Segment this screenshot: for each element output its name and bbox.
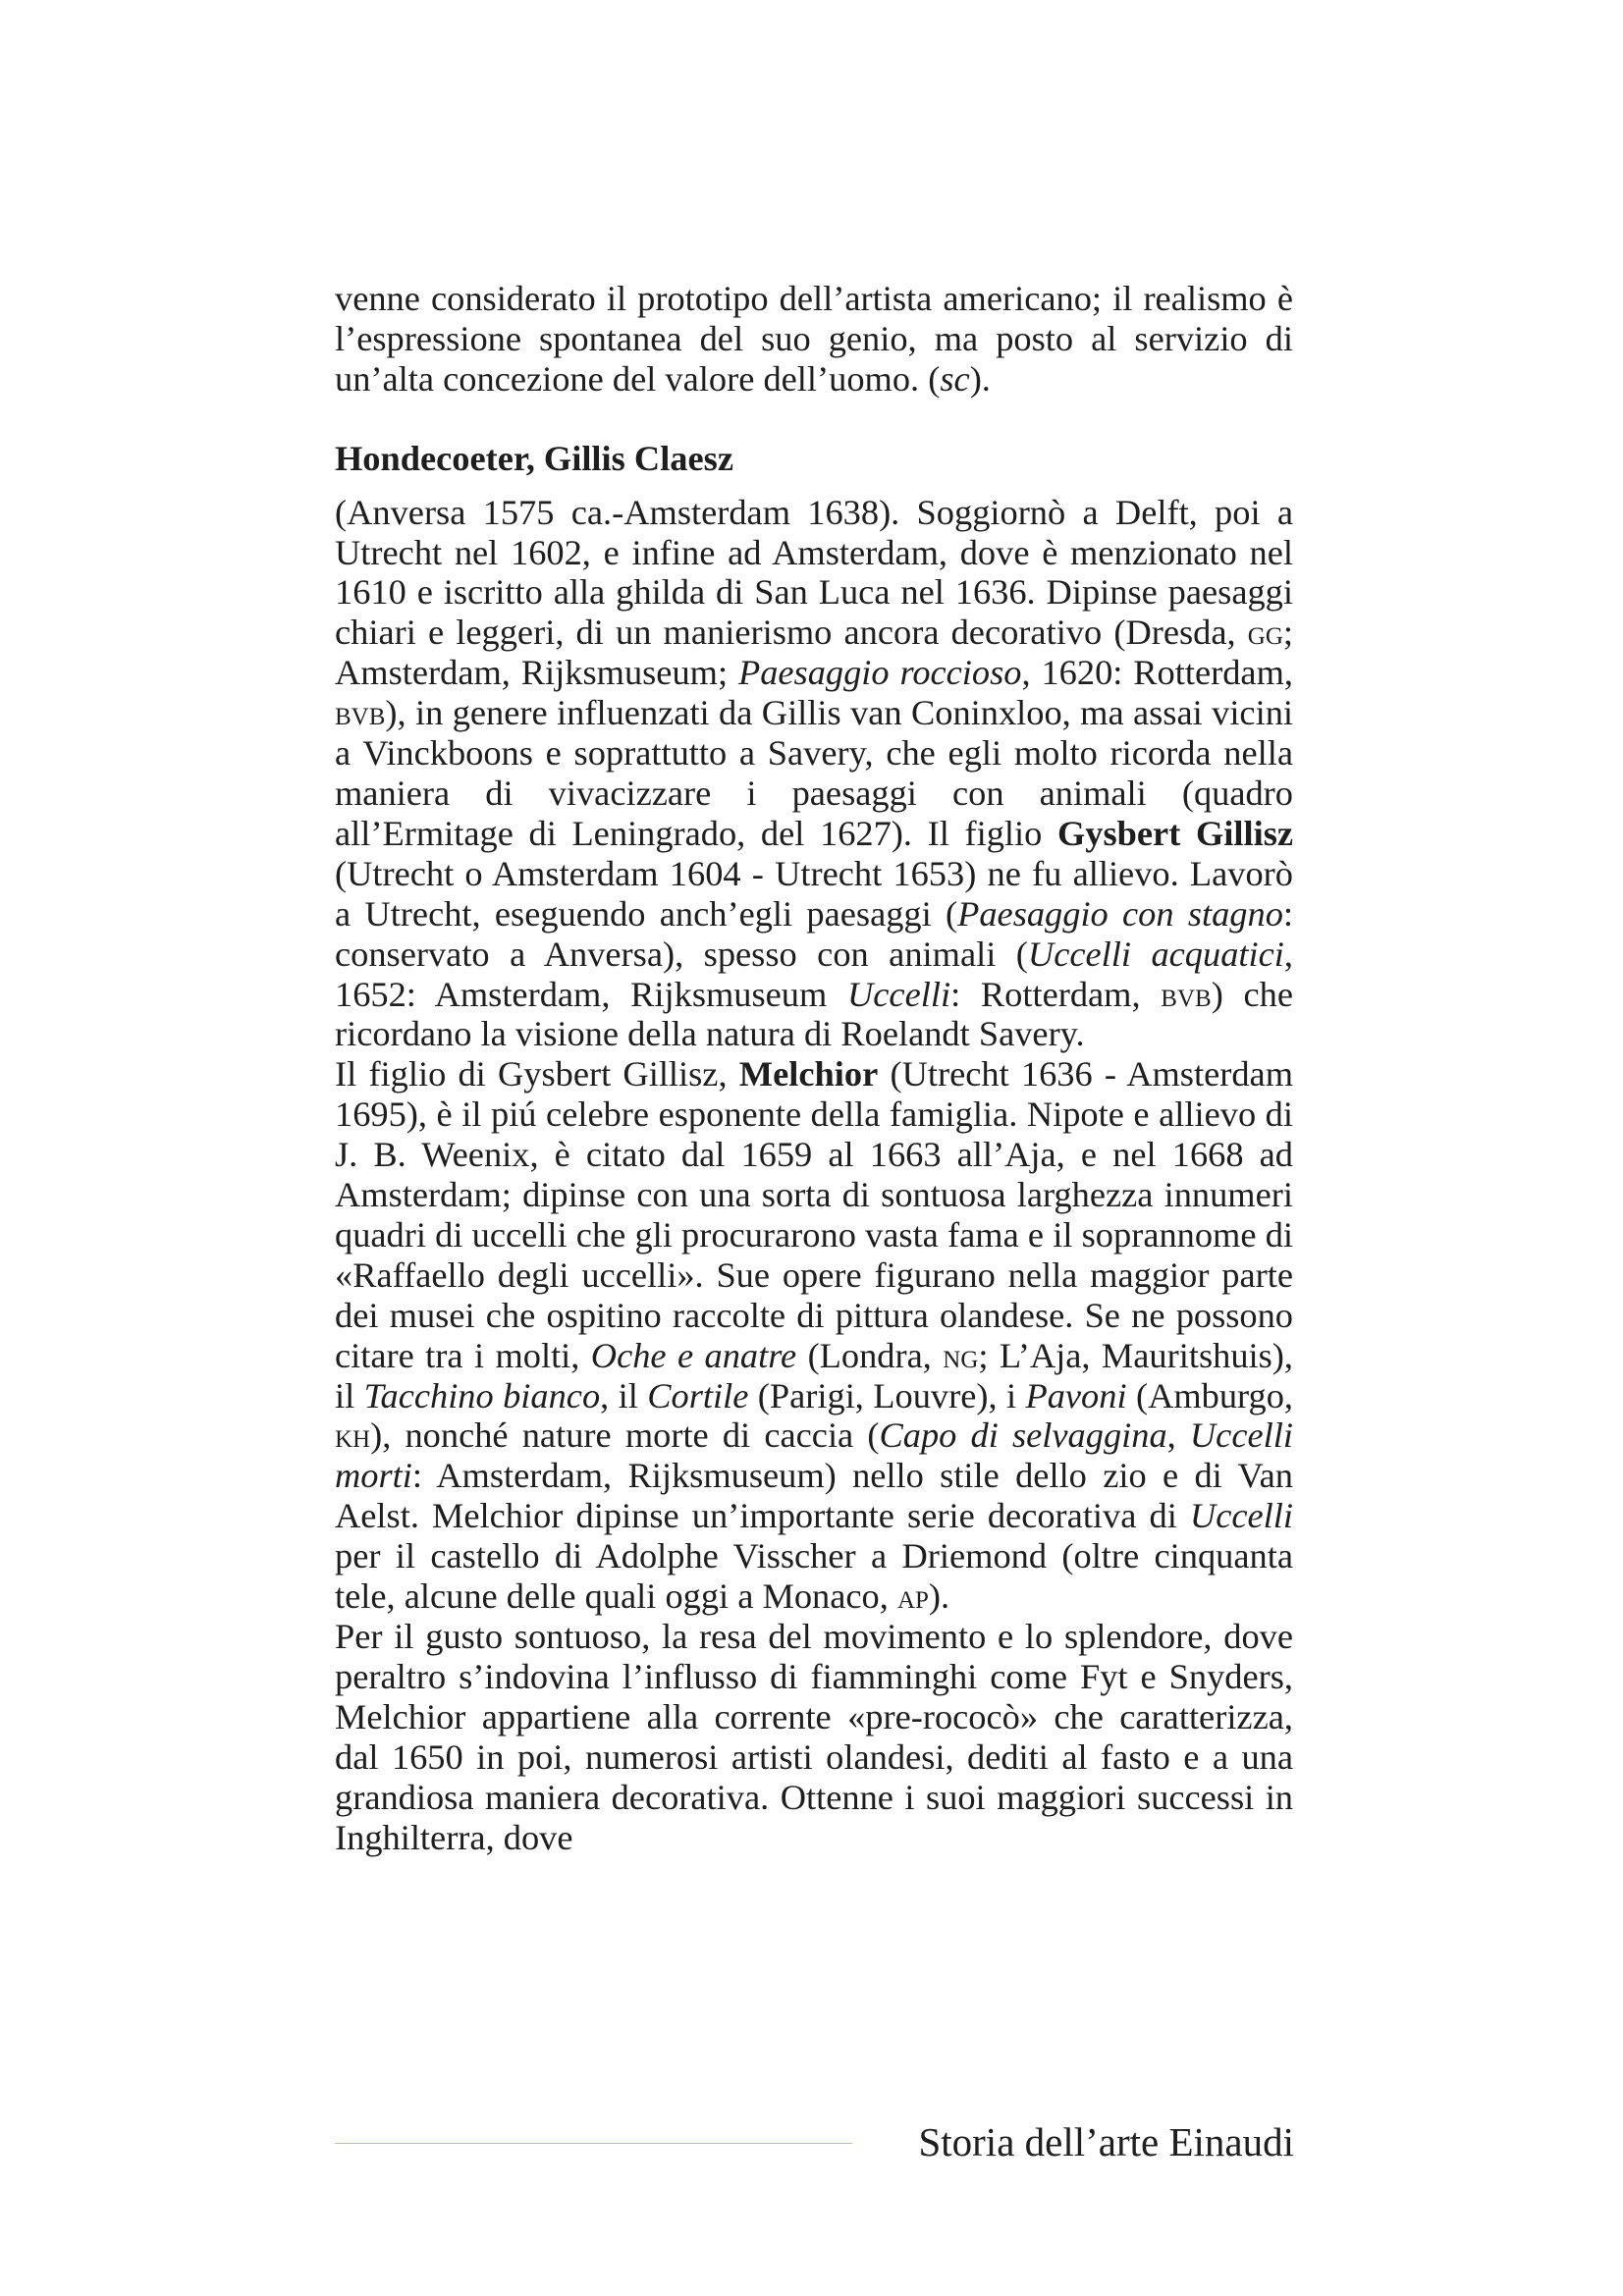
artwork-title: Uccelli [847, 974, 951, 1014]
artwork-title: Oche e anatre [590, 1335, 797, 1375]
artist-name: Gysbert Gillisz [1056, 813, 1294, 853]
abbreviation: ng [943, 1335, 979, 1375]
artist-name: Melchior [738, 1054, 879, 1095]
entry-paragraph-2: Il figlio di Gysbert Gillisz, Melchior (Utrecht 1636 - Amsterdam 1695), è il piú celebre esponente della famiglia. Nipote e allievo di J. B. Weenix, è citato dal 1659 al 1663 all’Aja, e nel 1668 ad Amsterdam; dipinse con una sorta di sontuosa larghezza innumeri quadri di uccelli che gli procurarono vasta fama e il soprannome di «Raffaello degli uccelli». Sue opere figurano nella maggior parte dei musei che ospitino raccolte di pittura olandese. Se ne possono citare tra i molti, Oche e anatre (Londra, ng; L’Aja, Mauritshuis), il Tacchino bianco, il Cortile (Parigi, Louvre), i Pavoni (Amburgo, kh), nonché nature morte di caccia (Capo di selvaggina, Uccelli morti: Amsterdam, Rijksmuseum) nello stile dello zio e di Van Aelst. Melchior dipinse un’importante serie decorativa di Uccelli per il castello di Adolphe Visscher a Driemond (oltre cinquanta tele, alcune delle quali oggi a Monaco, ap). [335, 1054, 1293, 1617]
artwork-title: Paesaggio roccioso [737, 653, 1022, 693]
abbreviation: gg [1247, 613, 1283, 653]
footer-rule [335, 2143, 852, 2144]
artwork-title: Paesaggio con stagno [957, 893, 1283, 934]
entry-paragraph-1: (Anversa 1575 ca.-Amsterdam 1638). Soggiornò a Delft, poi a Utrecht nel 1602, e infine ad Amsterdam, dove è menzionato nel 1610 e iscritto alla ghilda di San Luca nel 1636. Dipinse paesaggi chiari e leggeri, di un manierismo ancora decorativo (Dresda, gg; Amsterdam, Rijksmuseum; Paesaggio roccioso, 1620: Rotterdam, bvb), in genere influenzati da Gillis van Coninxloo, ma assai vicini a Vinckboons e soprattutto a Savery, che egli molto ricorda nella maniera di vivacizzare i paesaggi con animali (quadro all’Ermitage di Leningrado, del 1627). Il figlio Gysbert Gillisz (Utrecht o Amsterdam 1604 - Utrecht 1653) ne fu allievo. Lavorò a Utrecht, eseguendo anch’egli paesaggi (Paesaggio con stagno: conservato a Anversa), spesso con animali (Uccelli acquatici, 1652: Amsterdam, Rijksmuseum Uccelli: Rotterdam, bvb) che ricordano la visione della natura di Roelandt Savery. [335, 492, 1294, 1054]
author-initials: sc [940, 358, 970, 399]
footer-title: Storia dell’arte Einaudi [918, 2119, 1294, 2164]
artwork-title: Uccelli acquatici [1027, 934, 1284, 974]
abbreviation: kh [335, 1415, 371, 1456]
artwork-title: Capo di selvaggina [879, 1415, 1167, 1456]
artwork-title: Pavoni [1025, 1375, 1127, 1415]
entry-paragraph-3: Per il gusto sontuoso, la resa del movimento e lo splendore, dove peraltro s’indovina l’influsso di fiamminghi come Fyt e Snyders, Melchior appartiene alla corrente «pre-rococò» che caratterizza, dal 1650 in poi, numerosi artisti olandesi, dediti al fasto e a una grandiosa maniera decorativa. Ottenne i suoi maggiori successi in Inghilterra, dove [335, 1617, 1293, 1857]
entry-heading: Hondecoeter, Gillis Claesz [335, 438, 733, 478]
main-text [335, 279, 1293, 1857]
abbreviation: bvb [1161, 974, 1212, 1014]
intro-paragraph: venne considerato il prototipo dell’artista americano; il realismo è l’espressione spontanea del suo genio, ma posto al servizio di un’alta concezione del valore dell’uomo. (sc). [335, 279, 1293, 399]
artwork-title: Tacchino bianco [363, 1375, 601, 1415]
abbreviation: bvb [335, 693, 386, 733]
artwork-title: Uccelli [1189, 1496, 1293, 1536]
abbreviation: ap [896, 1576, 929, 1617]
artwork-title: Uccelli morti [335, 1415, 1293, 1496]
artwork-title: Cortile [647, 1375, 749, 1415]
